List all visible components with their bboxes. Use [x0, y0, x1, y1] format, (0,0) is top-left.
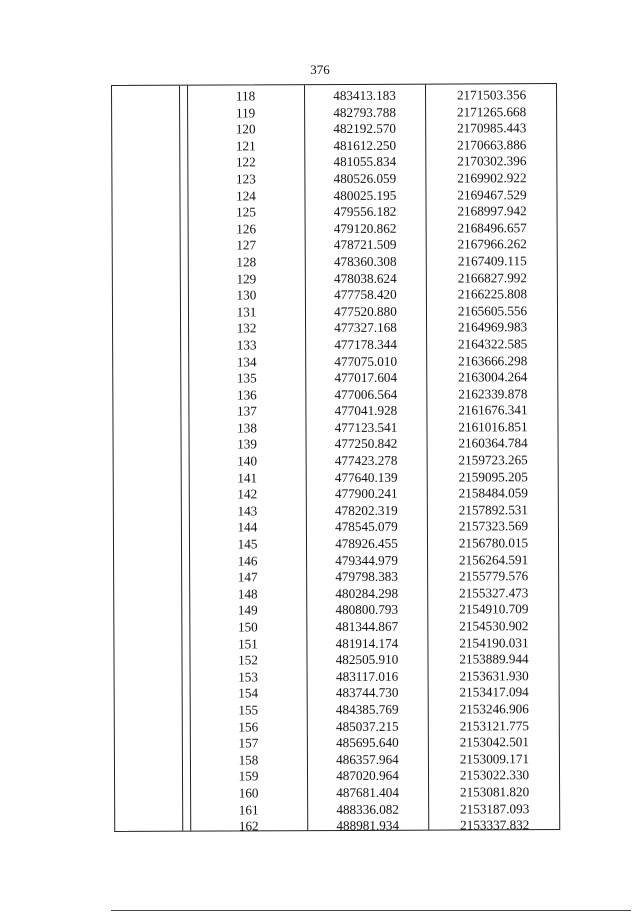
point-id-cell: 144: [237, 519, 258, 535]
y-coordinate-cell: 2157323.569: [458, 518, 529, 534]
table-row: [114, 568, 558, 587]
page-number: 376: [310, 62, 330, 77]
table-row: [114, 601, 558, 620]
table-row: [113, 386, 557, 405]
point-id-cell: 125: [236, 204, 256, 220]
table-row: [115, 734, 559, 753]
x-coordinate-cell: 477075.010: [334, 353, 398, 369]
table-row: [113, 402, 557, 421]
x-coordinate-cell: 479798.383: [335, 568, 398, 585]
x-coordinate-cell: 478721.509: [333, 237, 397, 253]
x-coordinate-cell: 486357.964: [336, 751, 399, 767]
table-row: [114, 469, 558, 488]
point-id-cell: 161: [238, 801, 259, 817]
point-id-cell: 130: [236, 287, 257, 303]
x-coordinate-cell: 480025.195: [333, 187, 397, 203]
table-row: [112, 170, 556, 189]
point-id-cell: 120: [235, 121, 256, 137]
point-id-cell: 147: [237, 569, 258, 585]
table-row: [115, 784, 559, 803]
y-coordinate-cell: 2163666.298: [458, 352, 528, 368]
point-id-cell: 159: [238, 768, 259, 784]
table-row: [114, 502, 558, 521]
y-coordinate-cell: 2167409.115: [457, 253, 527, 269]
table-row: [112, 153, 556, 172]
y-coordinate-cell: 2169467.529: [457, 186, 527, 203]
point-id-cell: 151: [238, 635, 258, 652]
table-row: [113, 236, 557, 255]
x-coordinate-cell: 480526.059: [333, 170, 397, 186]
y-coordinate-cell: 2154190.031: [459, 634, 529, 651]
x-coordinate-cell: 477017.604: [334, 369, 398, 386]
table-row: [113, 303, 557, 322]
table-row: [113, 353, 557, 372]
y-coordinate-cell: 2170663.886: [457, 136, 527, 153]
point-id-cell: 154: [238, 685, 259, 701]
point-id-cell: 138: [237, 420, 257, 436]
x-coordinate-cell: 477640.139: [334, 469, 398, 485]
table-row: [112, 120, 556, 139]
table-row: [113, 270, 557, 289]
point-id-cell: 162: [238, 818, 259, 834]
y-coordinate-cell: 2166225.808: [457, 286, 528, 302]
table-row: [114, 518, 558, 537]
y-coordinate-cell: 2154530.902: [459, 618, 529, 634]
x-coordinate-cell: 482793.788: [333, 104, 396, 120]
point-id-cell: 140: [237, 453, 258, 469]
x-coordinate-cell: 485037.215: [335, 718, 399, 734]
point-id-cell: 150: [237, 619, 258, 635]
table-row: [114, 452, 558, 471]
y-coordinate-cell: 2153042.501: [459, 734, 530, 750]
y-coordinate-cell: 2170302.396: [457, 153, 527, 169]
table-row: [115, 668, 559, 687]
x-coordinate-cell: 477327.168: [334, 320, 397, 336]
table-row: [114, 618, 558, 637]
page-bottom-rule: [111, 910, 631, 911]
point-id-cell: 118: [235, 88, 256, 104]
point-id-cell: 145: [237, 536, 258, 552]
x-coordinate-cell: 479120.862: [333, 220, 397, 236]
x-coordinate-cell: 477041.928: [334, 403, 398, 419]
y-coordinate-cell: 2169902.922: [457, 170, 527, 186]
table-body: [112, 87, 559, 836]
y-coordinate-cell: 2156264.591: [458, 551, 529, 568]
y-coordinate-cell: 2164322.585: [457, 336, 528, 352]
table-row: [112, 104, 556, 123]
x-coordinate-cell: 477900.241: [334, 486, 398, 502]
coordinate-table: [111, 83, 560, 832]
table-row: [115, 701, 559, 720]
point-id-cell: 127: [236, 237, 257, 253]
y-coordinate-cell: 2170985.443: [457, 120, 527, 136]
x-coordinate-cell: 478202.319: [334, 502, 398, 518]
y-coordinate-cell: 2164969.983: [457, 319, 528, 335]
table-row: [114, 485, 558, 504]
y-coordinate-cell: 2153187.093: [460, 800, 530, 817]
y-coordinate-cell: 2165605.556: [457, 302, 528, 319]
y-coordinate-cell: 2153022.330: [459, 767, 530, 783]
y-coordinate-cell: 2161676.341: [458, 402, 528, 418]
table-row: [113, 369, 557, 388]
y-coordinate-cell: 2159723.265: [458, 452, 528, 468]
table-row: [112, 187, 556, 206]
y-coordinate-cell: 2153121.775: [459, 717, 529, 734]
x-coordinate-cell: 481055.834: [333, 154, 397, 170]
table-row: [113, 319, 557, 338]
x-coordinate-cell: 483117.016: [335, 668, 399, 684]
x-coordinate-cell: 488336.082: [336, 801, 400, 817]
x-coordinate-cell: 480800.793: [335, 602, 399, 618]
y-coordinate-cell: 2155779.576: [458, 568, 529, 584]
y-coordinate-cell: 2168496.657: [457, 219, 527, 236]
y-coordinate-cell: 2156780.015: [458, 535, 529, 551]
point-id-cell: 133: [236, 337, 257, 353]
point-id-cell: 132: [236, 320, 257, 336]
table-row: [114, 585, 558, 604]
y-coordinate-cell: 2153417.094: [459, 684, 529, 700]
point-id-cell: 156: [238, 718, 259, 735]
x-coordinate-cell: 478926.455: [335, 535, 398, 552]
y-coordinate-cell: 2154910.709: [459, 601, 529, 617]
point-id-cell: 142: [237, 486, 258, 502]
x-coordinate-cell: 483744.730: [335, 685, 399, 701]
point-id-cell: 121: [235, 138, 256, 154]
table-row: [113, 336, 557, 355]
table-row: [114, 552, 558, 571]
point-id-cell: 119: [235, 104, 256, 121]
x-coordinate-cell: 481344.867: [335, 618, 399, 635]
x-coordinate-cell: 487020.964: [336, 768, 399, 784]
table-row: [112, 87, 556, 106]
x-coordinate-cell: 487681.404: [336, 784, 399, 800]
x-coordinate-cell: 477250.842: [334, 436, 398, 452]
point-id-cell: 148: [237, 586, 258, 602]
x-coordinate-cell: 477123.541: [334, 419, 398, 435]
y-coordinate-cell: 2163004.264: [458, 369, 528, 385]
table-row: [113, 419, 557, 438]
y-coordinate-cell: 2162339.878: [458, 385, 528, 402]
table-row: [115, 817, 559, 836]
x-coordinate-cell: 485695.640: [336, 734, 399, 751]
y-coordinate-cell: 2168997.942: [457, 203, 527, 219]
x-coordinate-cell: 481914.174: [335, 635, 399, 651]
x-coordinate-cell: 478038.624: [333, 270, 397, 286]
table-row: [115, 767, 559, 786]
point-id-cell: 157: [238, 735, 259, 751]
table-row: [113, 253, 557, 272]
x-coordinate-cell: 479556.182: [333, 203, 397, 220]
point-id-cell: 124: [236, 187, 256, 204]
y-coordinate-cell: 2155327.473: [459, 584, 529, 601]
point-id-cell: 137: [237, 403, 257, 419]
point-id-cell: 160: [238, 785, 259, 801]
point-id-cell: 155: [238, 702, 259, 718]
y-coordinate-cell: 2171503.356: [456, 87, 527, 103]
y-coordinate-cell: 2153009.171: [459, 750, 530, 767]
point-id-cell: 143: [237, 503, 258, 519]
point-id-cell: 146: [237, 552, 258, 569]
point-id-cell: 129: [236, 270, 257, 286]
x-coordinate-cell: 477178.344: [334, 336, 397, 352]
x-coordinate-cell: 488981.934: [336, 817, 400, 834]
x-coordinate-cell: 482505.910: [335, 651, 399, 668]
y-coordinate-cell: 2171265.668: [456, 103, 527, 120]
point-id-cell: 158: [238, 752, 259, 768]
x-coordinate-cell: 477758.420: [334, 286, 397, 303]
y-coordinate-cell: 2157892.531: [458, 502, 528, 518]
y-coordinate-cell: 2153246.906: [459, 701, 529, 717]
table-row: [114, 535, 558, 554]
x-coordinate-cell: 477520.880: [334, 303, 397, 319]
point-id-cell: 135: [236, 370, 257, 386]
table-row: [115, 684, 559, 703]
point-id-cell: 152: [238, 652, 258, 668]
table-row: [115, 718, 559, 737]
point-id-cell: 128: [236, 254, 257, 270]
table-row: [113, 286, 557, 305]
y-coordinate-cell: 2153889.944: [459, 651, 529, 667]
y-coordinate-cell: 2159095.205: [458, 468, 528, 485]
point-id-cell: 123: [235, 171, 256, 187]
y-coordinate-cell: 2153337.832: [460, 817, 530, 833]
point-id-cell: 141: [237, 470, 258, 486]
table-row: [113, 220, 557, 239]
y-coordinate-cell: 2153631.930: [459, 667, 529, 684]
y-coordinate-cell: 2153081.820: [459, 784, 530, 800]
x-coordinate-cell: 483413.183: [333, 87, 396, 104]
x-coordinate-cell: 478360.308: [333, 253, 397, 269]
y-coordinate-cell: 2158484.059: [458, 485, 528, 501]
x-coordinate-cell: 481612.250: [333, 137, 397, 153]
x-coordinate-cell: 480284.298: [335, 585, 399, 601]
point-id-cell: 122: [235, 154, 256, 170]
x-coordinate-cell: 479344.979: [335, 552, 398, 568]
x-coordinate-cell: 478545.079: [335, 519, 398, 535]
y-coordinate-cell: 2167966.262: [457, 236, 527, 252]
point-id-cell: 134: [236, 353, 257, 369]
point-id-cell: 149: [237, 602, 258, 618]
table-row: [115, 801, 559, 820]
table-row: [114, 635, 558, 654]
point-id-cell: 136: [236, 387, 257, 403]
table-row: [115, 751, 559, 770]
point-id-cell: 139: [237, 436, 257, 452]
table-row: [114, 651, 558, 670]
y-coordinate-cell: 2160364.784: [458, 435, 528, 451]
x-coordinate-cell: 482192.570: [333, 120, 397, 137]
y-coordinate-cell: 2166827.992: [457, 269, 527, 286]
y-coordinate-cell: 2161016.851: [458, 419, 528, 435]
x-coordinate-cell: 477006.564: [334, 386, 398, 402]
table-row: [114, 436, 558, 455]
point-id-cell: 131: [236, 304, 257, 320]
point-id-cell: 153: [238, 669, 259, 685]
table-row: [112, 137, 556, 156]
x-coordinate-cell: 477423.278: [334, 452, 398, 469]
point-id-cell: 126: [236, 221, 257, 237]
table-row: [113, 203, 557, 222]
x-coordinate-cell: 484385.769: [335, 701, 399, 717]
